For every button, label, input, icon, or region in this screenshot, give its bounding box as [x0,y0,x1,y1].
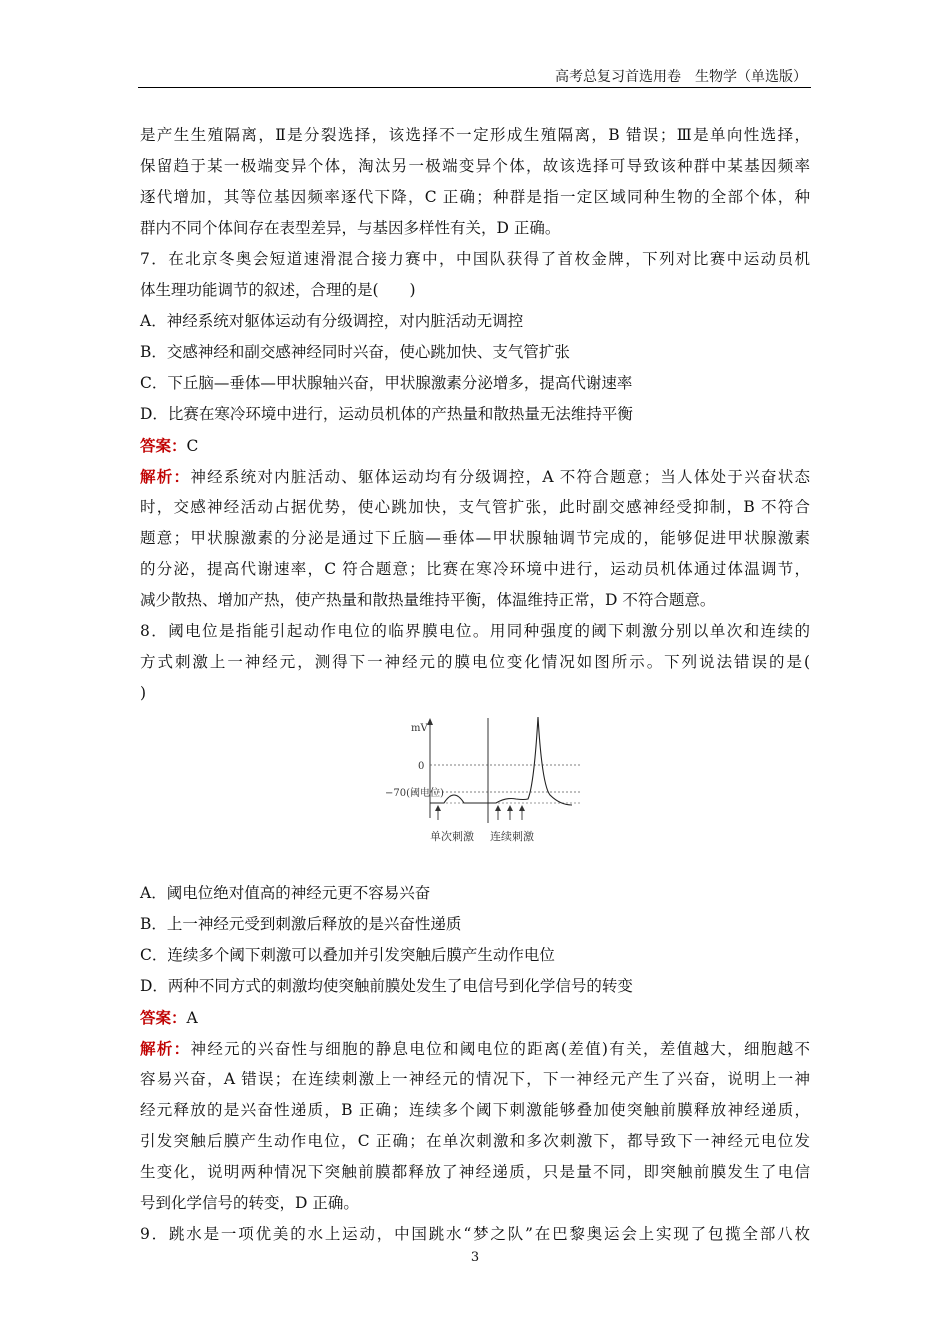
question-7-option-d: D．比赛在寒冷环境中进行，运动员机体的产热量和散热量无法维持平衡 [140,405,633,423]
question-8-stem: 方式刺激上一神经元，测得下一神经元的膜电位变化情况如图所示。下列说法错误的是( [140,653,810,671]
y-axis-arrow [427,718,433,725]
question-8-option-d: D．两种不同方式的刺激均使突触前膜处发生了电信号到化学信号的转变 [140,977,633,995]
membrane-potential-figure [140,715,810,870]
answer-value: C [186,437,199,455]
stimulus-arrow-head [519,805,525,811]
y-unit-label: mV [411,723,428,734]
text-line: 容易兴奋，A 错误；在连续刺激上一神经元的情况下，下一神经元产生了兴奋，说明上一神 [140,1070,810,1088]
question-8-analysis [140,1033,810,1064]
question-8-option-c: C．连续多个阈下刺激可以叠加并引发突触后膜产生动作电位 [140,946,555,964]
question-7-option-b: B．交感神经和副交感神经同时兴奋，使心跳加快、支气管扩张 [140,343,570,361]
question-7-answer [140,430,810,461]
question-8-option-b: B．上一神经元受到刺激后释放的是兴奋性递质 [140,915,462,933]
answer-label: 答案： [140,1008,187,1027]
question-9-stem: 9．跳水是一项优美的水上运动，中国跳水“梦之队”在巴黎奥运会上实现了包揽全部八枚 [140,1225,810,1243]
question-7-stem: 体生理功能调节的叙述，合理的是( ) [140,281,416,299]
text-line: 经元释放的是兴奋性递质，B 正确；连续多个阈下刺激能够叠加使突触前膜释放神经递质， [140,1101,810,1119]
analysis-label: 解析： [140,1039,191,1058]
text-line: 逐代增加，其等位基因频率逐代下降，C 正确；种群是指一定区域同种生物的全部个体，种 [140,188,810,206]
page-number: 3 [470,1250,480,1265]
text-line: 群内不同个体间存在表型差异，与基因多样性有关，D 正确。 [140,219,561,237]
question-7-option-c: C．下丘脑—垂体—甲状腺轴兴奋，甲状腺激素分泌增多，提高代谢速率 [140,374,633,392]
question-7-option-a: A．神经系统对躯体运动有分级调控，对内脏活动无调控 [140,312,524,330]
header-rule [138,87,811,88]
text-line: 生变化，说明两种情况下突触前膜都释放了神经递质，只是量不同，即突触前膜发生了电信 [140,1163,810,1181]
text-line: 的分泌，提高代谢速率，C 符合题意；比赛在寒冷环境中进行，运动员机体通过体温调节， [140,560,810,578]
text-line: 时，交感神经活动占据优势，使心跳加快，支气管扩张，此时副交感神经受抑制，B 不符合 [140,498,810,516]
page-content [140,120,810,1250]
membrane-potential-graph [385,715,600,870]
running-header: 高考总复习首选用卷 生物学（单选版） [555,69,807,85]
stimulus-arrow-head [495,805,501,811]
text-line: 题意；甲状腺激素的分泌是通过下丘脑—垂体—甲状腺轴调节完成的，能够促进甲状腺激素 [140,529,810,547]
analysis-text: 神经系统对内脏活动、躯体运动均有分级调控，A 不符合题意；当人体处于兴奋状态 [190,468,810,486]
text-line: 引发突触后膜产生动作电位，C 正确；在单次刺激和多次刺激下，都导致下一神经元电位发 [140,1132,810,1150]
text-line: 保留趋于某一极端变异个体，淘汰另一极端变异个体，故该选择可导致该种群中某基因频率 [140,157,810,175]
stimulus-arrow-head [507,805,513,811]
continuous-stimulus-label: 连续刺激 [490,830,534,843]
analysis-text: 神经元的兴奋性与细胞的静息电位和阈电位的距离(差值)有关，差值越大，细胞越不 [190,1040,810,1058]
threshold-label: −70(阈电位) [385,788,444,799]
question-8-stem: ) [140,684,147,702]
answer-value: A [186,1009,198,1027]
question-7-analysis [140,461,810,492]
zero-label: 0 [418,761,425,772]
question-8-answer [140,1002,810,1033]
question-8-option-a: A．阈电位绝对值高的神经元更不容易兴奋 [140,884,431,902]
text-line: 减少散热、增加产热，使产热量和散热量维持平衡，体温维持正常，D 不符合题意。 [140,591,716,609]
stimulus-arrow-head [435,805,441,811]
answer-label: 答案： [140,436,187,455]
question-8-stem: 8．阈电位是指能引起动作电位的临界膜电位。用同种强度的阈下刺激分别以单次和连续的 [140,622,810,640]
text-line: 号到化学信号的转变，D 正确。 [140,1194,359,1212]
text-line: 是产生生殖隔离，Ⅱ是分裂选择，该选择不一定形成生殖隔离，B 错误；Ⅲ是单向性选择， [140,126,810,144]
question-7-stem: 7．在北京冬奥会短道速滑混合接力赛中，中国队获得了首枚金牌，下列对比赛中运动员机 [140,250,810,268]
analysis-label: 解析： [140,467,191,486]
single-stimulus-label: 单次刺激 [430,830,474,843]
